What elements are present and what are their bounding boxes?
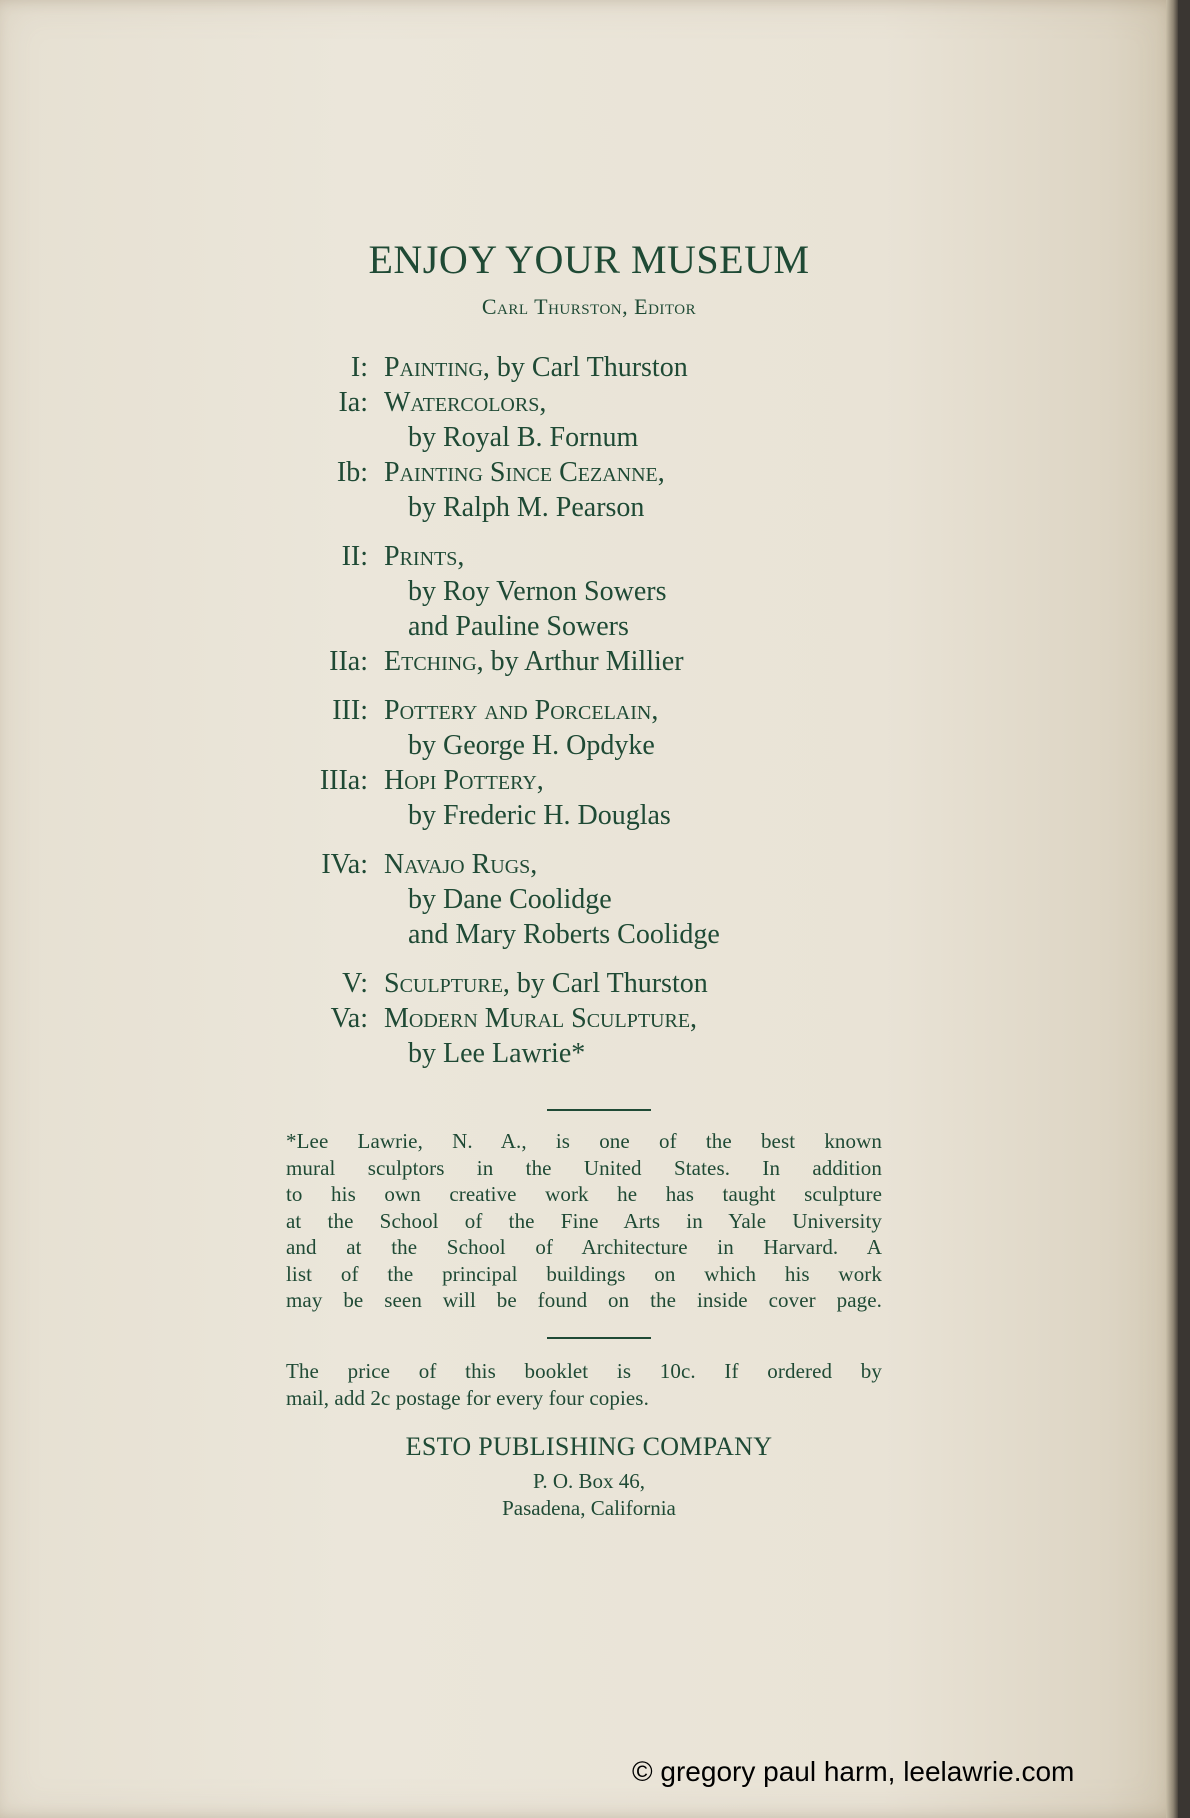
series-title: Watercolors, (384, 387, 547, 418)
series-title: Navajo Rugs, (384, 849, 538, 880)
series-title-text: Painting, (384, 352, 490, 383)
series-number: I: (350, 352, 368, 383)
series-title: Prints, (384, 541, 465, 572)
series-title (384, 644, 684, 679)
series-title-text: Etching, (384, 646, 484, 677)
footnote-line: to his own creative work he has taught sculpture (286, 1182, 882, 1206)
footnote-paragraph (286, 1128, 882, 1314)
series-number: Ib: (336, 457, 368, 488)
series-title (384, 350, 688, 385)
series-number: IIIa: (319, 765, 368, 796)
footnote-line: mural sculptors in the United States. In addition (286, 1155, 882, 1180)
series-title-text: Sculpture, (384, 968, 510, 999)
price-note (286, 1358, 882, 1411)
price-line: The price of this booklet is 10c. If ordered by (286, 1359, 882, 1383)
footnote-line: list of the principal buildings on which his work (286, 1261, 882, 1286)
series-author: by Arthur Millier (490, 646, 684, 677)
series-author: by Carl Thurston (496, 352, 688, 383)
series-author: by Frederic H. Douglas (408, 800, 671, 831)
price-line: mail, add 2c postage for every four copies. (286, 1385, 649, 1410)
series-number: II: (341, 541, 368, 572)
publisher-address: P. O. Box 46, (532, 1469, 646, 1493)
series-author: by Lee Lawrie* (408, 1038, 586, 1069)
series-number: Ia: (338, 387, 368, 418)
booklet-title: ENJOY YOUR MUSEUM (368, 237, 810, 282)
series-title: Modern Mural Sculpture, (384, 1003, 698, 1034)
series-title: Hopi Pottery, (384, 765, 544, 796)
series-author: by Royal B. Fornum (408, 422, 639, 453)
series-title: Painting Since Cezanne, (384, 457, 665, 488)
series-title (384, 966, 708, 1001)
series-number: IVa: (321, 849, 368, 880)
divider-rule (547, 1109, 651, 1111)
series-author: and Mary Roberts Coolidge (408, 919, 720, 950)
footnote-line: at the School of the Fine Arts in Yale University (286, 1208, 882, 1233)
divider-rule (547, 1337, 651, 1339)
series-author: and Pauline Sowers (408, 611, 629, 642)
series-author: by Ralph M. Pearson (408, 492, 645, 523)
series-title: Pottery and Porcelain, (384, 695, 659, 726)
publisher-name: ESTO PUBLISHING COMPANY (405, 1432, 773, 1461)
copyright-watermark: © gregory paul harm, leelawrie.com (632, 1756, 1075, 1787)
series-number: V: (342, 968, 368, 999)
series-number: Va: (330, 1003, 368, 1034)
series-number: IIa: (329, 646, 368, 677)
series-author: by Dane Coolidge (408, 884, 612, 915)
footnote-line: and at the School of Architecture in Harvard. A (286, 1235, 882, 1259)
publisher-city: Pasadena, California (502, 1496, 676, 1520)
footnote-line: *Lee Lawrie, N. A., is one of the best known (286, 1129, 882, 1153)
series-number: III: (332, 695, 368, 726)
series-author: by Roy Vernon Sowers (408, 576, 667, 607)
series-author: by George H. Opdyke (408, 730, 655, 761)
footnote-line: may be seen will be found on the inside cover page. (286, 1288, 882, 1312)
series-author: by Carl Thurston (516, 968, 708, 999)
editor-line: Carl Thurston, Editor (481, 294, 697, 319)
